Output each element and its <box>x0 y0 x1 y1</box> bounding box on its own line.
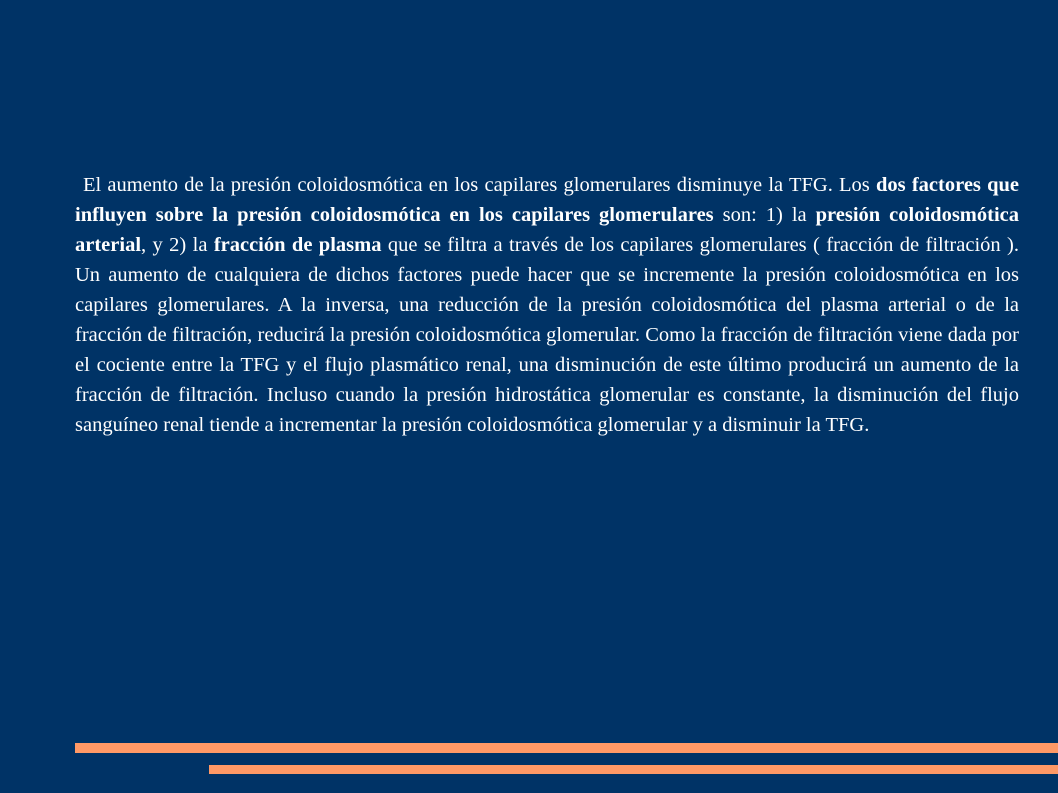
body-text-segment-2: son: 1) la <box>713 204 816 226</box>
body-paragraph <box>75 170 1019 440</box>
body-text-segment-1: El aumento de la presión coloidosmótica en los capilares glomerulares disminuye la TFG. Los <box>83 174 876 196</box>
bold-phrase-two-factors: dos factores que influyen sobre la presión coloidosmótica en los capilares glomerulares <box>75 174 1019 226</box>
bold-phrase-arterial-pressure: presión coloidosmótica arterial <box>75 204 1019 256</box>
body-text-segment-3: , y 2) la <box>141 234 214 256</box>
accent-bar-top <box>75 743 1058 753</box>
bold-phrase-plasma-fraction: fracción de plasma <box>213 234 382 256</box>
body-text-segment-4: que se filtra a través de los capilares glomerulares ( fracción de filtración ). Un aumento de cualquiera de dichos factores puede hacer que se incremente la presión coloidosmótica en los capilares glomerulares. A la inversa, una reducción de la presión coloidosmótica del plasma arterial o de la fracción de filtración, reducirá la presión coloidosmótica glomerular. Como la fracción de filtración viene dada por el cociente entre la TFG y el flujo plasmático renal, una disminución de este último producirá un aumento de la fracción de filtración. Incluso cuando la presión hidrostática glomerular es constante, la disminución del flujo sanguíneo renal tiende a incrementar la presión coloidosmótica glomerular y a disminuir la TFG. <box>75 234 1019 436</box>
accent-bar-bottom <box>209 765 1058 774</box>
